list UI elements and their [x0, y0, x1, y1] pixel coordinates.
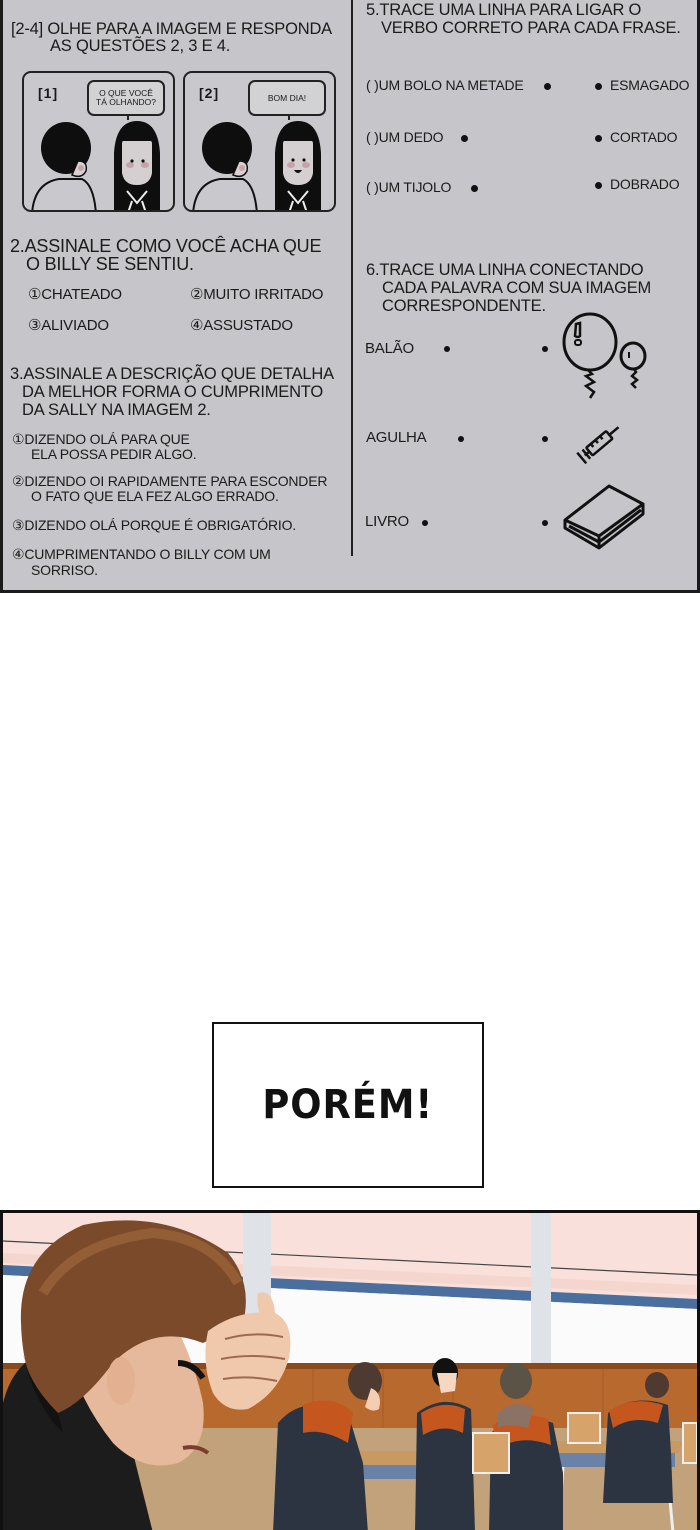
q6-image-1-dot[interactable]	[542, 346, 548, 352]
speech-text-1: BOM DIA!	[267, 92, 307, 103]
q5-phrase-1: ( )UM BOLO NA METADE	[366, 77, 524, 93]
caption-box	[212, 1022, 484, 1188]
q2-option-2[interactable]: ②MUITO IRRITADO	[190, 286, 324, 303]
q6-title-line-3: CORRESPONDENTE.	[382, 297, 546, 315]
q5-phrase-2-dot[interactable]	[461, 135, 468, 142]
q2-option-4[interactable]: ④ASSUSTADO	[190, 317, 293, 334]
comic-label: [1]	[38, 85, 59, 101]
q5-phrase-3: ( )UM TIJOLO	[366, 179, 452, 195]
q5-phrase-3-dot[interactable]	[471, 185, 478, 192]
q6-word-1-dot[interactable]	[444, 346, 450, 352]
worksheet	[0, 0, 700, 593]
intro-line-2: AS QUESTÕES 2, 3 E 4.	[50, 37, 231, 55]
syringe-icon	[573, 418, 628, 470]
q2-title-line-2: O BILLY SE SENTIU.	[26, 254, 194, 274]
q3-option-2-line-2: O FATO QUE ELA FEZ ALGO ERRADO.	[31, 488, 279, 504]
q6-word-livro: LIVRO	[365, 513, 410, 530]
speech-bubble	[248, 80, 326, 116]
q6-title-line-2: CADA PALAVRA COM SUA IMAGEM	[382, 279, 652, 297]
q3-option-1-line-1: ①DIZENDO OLÁ PARA QUE	[12, 431, 190, 447]
q6-title-line-1: 6.TRACE UMA LINHA CONECTANDO	[366, 261, 644, 279]
caption-text: PORÉM!	[262, 1082, 434, 1128]
q5-verb-2-dot[interactable]	[595, 135, 602, 142]
q6-image-2-dot[interactable]	[542, 436, 548, 442]
q6-word-agulha: AGULHA	[366, 429, 427, 446]
q2-title-line-1: 2.ASSINALE COMO VOCÊ ACHA QUE	[10, 236, 322, 256]
column-divider	[351, 0, 353, 556]
q3-title-line-2: DA MELHOR FORMA O CUMPRIMENTO	[22, 383, 324, 401]
book-icon	[561, 482, 649, 552]
q5-verb-3: DOBRADO	[610, 176, 680, 192]
q6-word-2-dot[interactable]	[458, 436, 464, 442]
speech-text-2: TÁ OLHANDO?	[96, 97, 156, 107]
q3-title-line-1: 3.ASSINALE A DESCRIÇÃO QUE DETALHA	[10, 365, 334, 383]
q5-title-line-1: 5.TRACE UMA LINHA PARA LIGAR O	[366, 1, 642, 19]
comic-label: [2]	[199, 85, 220, 101]
q3-option-4-line-2: SORRISO.	[31, 562, 98, 578]
q3-option-3-line-1: ③DIZENDO OLÁ PORQUE É OBRIGATÓRIO.	[12, 517, 296, 533]
intro-line-1: [2-4] OLHE PARA A IMAGEM E RESPONDA	[11, 20, 332, 38]
q5-verb-1: ESMAGADO	[610, 77, 690, 93]
q2-option-3[interactable]: ③ALIVIADO	[28, 317, 109, 334]
q6-image-3-dot[interactable]	[542, 520, 548, 526]
speech-bubble	[87, 80, 165, 116]
classroom-scene-illustration	[3, 1213, 697, 1530]
boy-girl-neutral-illustration	[24, 113, 175, 212]
balloon-icon	[558, 310, 653, 400]
q5-verb-2: CORTADO	[610, 129, 678, 145]
q3-option-2-line-1: ②DIZENDO OI RAPIDAMENTE PARA ESCONDER	[12, 473, 328, 489]
q2-option-1[interactable]: ①CHATEADO	[28, 286, 122, 303]
comic-panel-1	[22, 71, 175, 212]
comic-panel-2	[183, 71, 336, 212]
classroom-panel	[0, 1210, 700, 1530]
q5-verb-3-dot[interactable]	[595, 182, 602, 189]
speech-text-1: O QUE VOCÊ	[99, 88, 153, 98]
q3-option-4-line-1: ④CUMPRIMENTANDO O BILLY COM UM	[12, 546, 271, 562]
q6-word-3-dot[interactable]	[422, 520, 428, 526]
q3-title-line-3: DA SALLY NA IMAGEM 2.	[22, 401, 211, 419]
q5-phrase-2: ( )UM DEDO	[366, 129, 444, 145]
q5-verb-1-dot[interactable]	[595, 83, 602, 90]
q6-word-balao: BALÃO	[365, 340, 415, 357]
boy-girl-smiling-illustration	[185, 113, 336, 212]
q5-title-line-2: VERBO CORRETO PARA CADA FRASE.	[381, 19, 681, 37]
q5-phrase-1-dot[interactable]	[544, 83, 551, 90]
q3-option-1-line-2: ELA POSSA PEDIR ALGO.	[31, 446, 197, 462]
